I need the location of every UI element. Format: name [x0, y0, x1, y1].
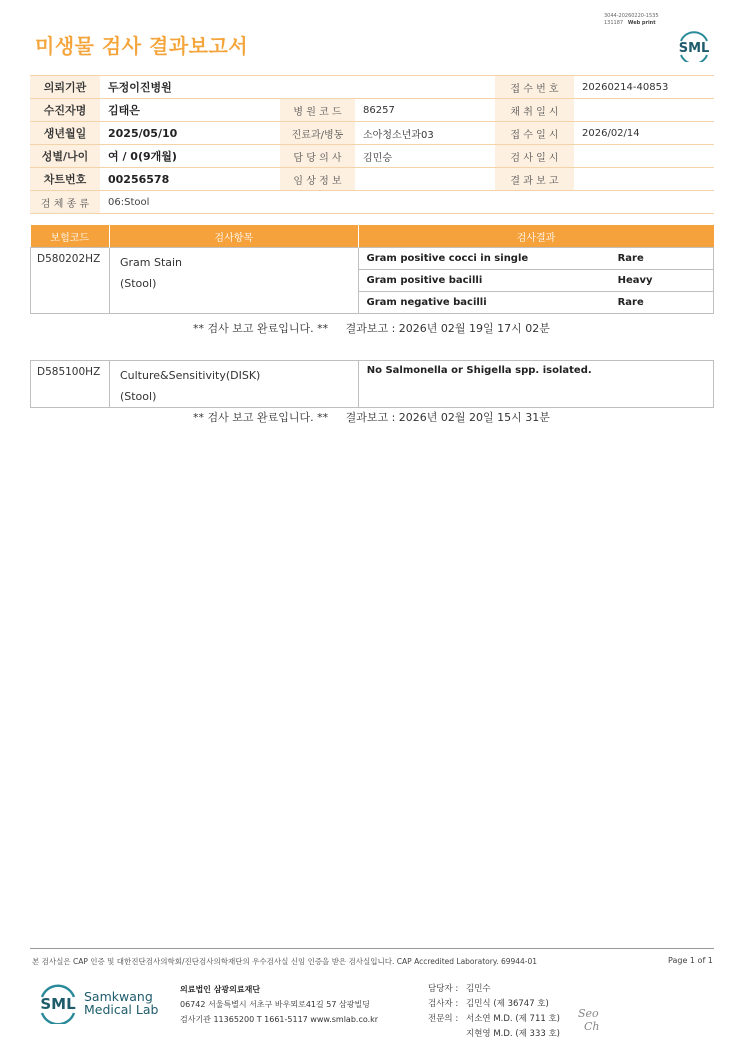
- web-print-label: Web print: [627, 20, 656, 26]
- patient-name-value: 김태은: [100, 99, 280, 122]
- gram-stain-result-table: [30, 225, 714, 314]
- staff-name: 김민식 (제 36747 호): [466, 999, 549, 1009]
- sml-logo-icon: [676, 28, 712, 62]
- result-name: Gram positive cocci in single: [358, 248, 614, 270]
- clinical-info-label: 임 상 정 보: [280, 168, 355, 191]
- test-item-specimen: (Stool): [119, 277, 157, 290]
- org-name: 의료법인 삼광의료재단: [180, 985, 261, 994]
- logo-text: SML: [40, 995, 76, 1013]
- footer-divider: [30, 948, 714, 949]
- result-name: Gram positive bacilli: [358, 270, 614, 292]
- chart-number-label: 차트번호: [30, 168, 100, 191]
- org-address: 06742 서울특별시 서초구 바우뫼로41길 57 삼광빌딩: [180, 1000, 370, 1009]
- page-number: Page 1 of 1: [668, 956, 713, 965]
- test-item-specimen: (Stool): [119, 390, 157, 403]
- collection-date-label: 채 취 일 시: [495, 99, 574, 122]
- print-id-line1: 3044-20260220-1535: [604, 13, 659, 19]
- staff-name: 김민수: [466, 984, 491, 994]
- signature: [578, 1007, 600, 1033]
- result-value: Rare: [614, 248, 714, 270]
- birth-date-label: 생년월일: [30, 122, 100, 145]
- patient-name-label: 수진자명: [30, 99, 100, 122]
- result-value: Rare: [614, 292, 714, 314]
- organization-info: [180, 982, 378, 1027]
- logo-text: SML: [678, 41, 710, 56]
- info-row: [30, 76, 714, 99]
- certification-text: 본 검사실은 CAP 인증 및 대한진단검사의학회/진단검사의학재단의 우수검사실 신임 인증을 받은 검사실입니다. CAP Accredited Laboratory. 69944-01: [32, 957, 538, 966]
- report-complete-note: ** 검사 보고 완료입니다. ** 결과보고 : 2026년 02월 19일 17시 02분: [193, 322, 550, 335]
- result-report-label: 결 과 보 고: [495, 168, 574, 191]
- staff-list: [428, 982, 560, 1042]
- chart-number-value: 00256578: [100, 168, 280, 191]
- staff-role: [428, 1027, 466, 1042]
- collection-date-value: [574, 99, 714, 122]
- specimen-type-label: 검 체 종 류: [30, 191, 100, 214]
- specimen-type-value: 06:Stool: [100, 191, 714, 214]
- info-row: [30, 191, 714, 214]
- test-item: [109, 248, 358, 314]
- org-contact: 검사기관 11365200 T 1661-5117 www.smlab.co.kr: [180, 1015, 379, 1024]
- table-row: [31, 361, 714, 408]
- patient-info-table: [30, 75, 714, 214]
- test-item-name: Culture&Sensitivity(DISK): [119, 369, 261, 382]
- signature-2: Ch: [584, 1020, 600, 1033]
- sex-age-value: 여 / 0(9개월): [100, 145, 280, 168]
- staff-name: 서소연 M.D. (제 711 호): [466, 1014, 561, 1024]
- test-item-header: 검사항목: [109, 225, 358, 248]
- insurance-code-header: 보험코드: [31, 225, 110, 248]
- doctor-label: 담 당 의 사: [280, 145, 355, 168]
- test-result-header: 검사결과: [358, 225, 713, 248]
- clinical-info-value: [355, 168, 495, 191]
- test-date-label: 검 사 일 시: [495, 145, 574, 168]
- accession-number-label: 접 수 번 호: [495, 76, 574, 99]
- requesting-institution-label: 의뢰기관: [30, 76, 100, 99]
- hospital-code-value: 86257: [355, 99, 495, 122]
- department-value: 소아청소년과03: [355, 122, 495, 145]
- brand-name: [84, 990, 158, 1016]
- signature-1: Seo: [578, 1007, 599, 1020]
- staff-role: 전문의 :: [428, 1014, 459, 1024]
- brand-line1: Samkwang: [84, 989, 153, 1004]
- result-name: Gram negative bacilli: [358, 292, 614, 314]
- test-code: D585100HZ: [31, 361, 110, 408]
- requesting-institution-value: 두정이진병원: [100, 76, 495, 99]
- receipt-date-label: 접 수 일 시: [495, 122, 574, 145]
- info-row: [30, 122, 714, 145]
- info-row: [30, 168, 714, 191]
- list-item: [428, 982, 560, 997]
- result-name: No Salmonella or Shigella spp. isolated.: [358, 361, 713, 408]
- page-title: 미생물 검사 결과보고서: [35, 34, 249, 58]
- staff-role: 검사자 :: [428, 999, 459, 1009]
- samkwang-logo-icon: [36, 980, 80, 1024]
- accession-number-value: 20260214-40853: [574, 76, 714, 99]
- test-item-name: Gram Stain: [119, 256, 183, 269]
- culture-result-table: [30, 360, 714, 408]
- doctor-value: 김민승: [355, 145, 495, 168]
- list-item: [428, 1012, 560, 1027]
- department-label: 진료과/병동: [280, 122, 355, 145]
- report-complete-note: ** 검사 보고 완료입니다. ** 결과보고 : 2026년 02월 20일 15시 31분: [193, 411, 550, 424]
- birth-date-value: 2025/05/10: [100, 122, 280, 145]
- receipt-date-value: 2026/02/14: [574, 122, 714, 145]
- list-item: [428, 1027, 560, 1042]
- info-row: [30, 145, 714, 168]
- test-date-value: [574, 145, 714, 168]
- info-row: [30, 99, 714, 122]
- list-item: [428, 997, 560, 1012]
- hospital-code-label: 병 원 코 드: [280, 99, 355, 122]
- print-id: [604, 13, 659, 27]
- sex-age-label: 성별/나이: [30, 145, 100, 168]
- result-value: Heavy: [614, 270, 714, 292]
- table-row: [31, 248, 714, 270]
- brand-line2: Medical Lab: [84, 1002, 159, 1017]
- test-code: D580202HZ: [31, 248, 110, 314]
- results-header-row: [31, 225, 714, 248]
- staff-role: 담당자 :: [428, 984, 459, 994]
- test-item: [109, 361, 358, 408]
- staff-name: 지현영 M.D. (제 333 호): [466, 1029, 561, 1039]
- print-id-number: 131187: [604, 20, 624, 26]
- result-report-value: [574, 168, 714, 191]
